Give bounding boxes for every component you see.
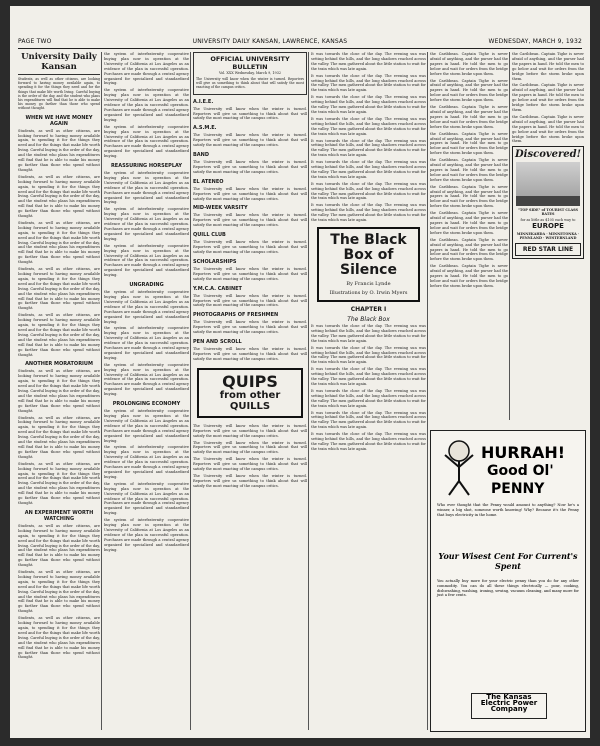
notice-heading: BAND xyxy=(193,152,210,159)
story-text: the Caribbean. Captain Tighe is never afraid of anything, and the purser had the papers in hand. He told the men to go below and wait for orders from the bridge before the storm broke upon them. xyxy=(512,114,584,144)
editorial-text: the system of interfraternity cooperative buying plan now in operation at the University of California at Los Angeles as an evidence of the plan in successful operation. Purchases are made through a central agency organized for specialized and standardized buying. xyxy=(104,171,189,205)
editorial-text: Students, as well as other citizens, are looking forward to having money available again, to spending it for the things they need and for the things that make life worth living. Careful buying is the order of the day, and the student who plans his expenditures will find that he is able to make his money go farther than those who spend without thought. xyxy=(18,369,100,413)
story-author: By Francis Lynde xyxy=(346,281,391,287)
column-rule xyxy=(308,52,309,730)
newspaper-page xyxy=(10,6,590,738)
editorial-text: Students, as well as other citizens, are looking forward to having money available again, to spending it for the things they need and for the things that make life worth living. Careful buying is the order of the day, and the student who plans his expenditures will find that he is able to make his money go farther than those who spend without thought. xyxy=(18,174,100,219)
notice-heading: PEN AND SCROLL xyxy=(193,339,242,346)
editorial-text: Students, as well as other citizens, are looking forward to having money available again, to spending it for the things they need and for the things that make life worth living. Careful buying is the order of the day, and the student who plans his expenditures will find that he is able to make his money go farther than those who spend without thought. xyxy=(18,616,100,660)
notice-text: The University will know when the winter is turned. Reporters will give us something to think about that will satisfy the most exacting of the campus critics. xyxy=(193,347,307,361)
story-text: It was towards the close of the day. The evening sun was setting behind the hills, and the long shadows reached across the valley. The men gathered about the little station to wait for the train which was late again. xyxy=(311,324,426,343)
editorial-text: the system of interfraternity cooperative buying plan now in operation at the University of California at Los Angeles as an evidence of the plan in successful operation. Purchases are made through a central agency organized for specialized and standardized buying. xyxy=(104,362,189,397)
notice-text: The University will know when the winter is turned. Reporters will give us something to think about that will satisfy the most exacting of the campus critics. xyxy=(193,213,307,228)
editorial-text: the system of interfraternity cooperative buying plan now in operation at the University of California at Los Angeles as an evidence of the plan in successful operation. Purchases are made through a central agency organized for specialized and standardized buying. xyxy=(104,88,189,122)
quips-text: The University will know when the winter is turned. Reporters will give us something to think about that will satisfy the most exacting of the campus critics. xyxy=(193,457,307,472)
story-illustrator: Illustrations by O. Irwin Myers xyxy=(329,290,408,296)
editorial-text: Students, as well as other citizens, are looking forward to having money available again, to spending it for the things they need and for the things that make life worth living. Careful buying is the order of the day, and the student who plans his expenditures will find that he is able to make his money go farther than those who spend without thought. xyxy=(18,523,100,568)
bulletin-volume: Vol. XXX Wednesday, March 9, 1932 xyxy=(218,71,282,75)
editorial-heading: PROLONGING ECONOMY xyxy=(112,401,181,408)
editorial-text: Students, as well as other citizens, are looking forward to having money available again, to spending it for the things they need and for the things that make life worth living. Careful buying is the order of the day, and the student who plans his expenditures will find that he is able to make his money go farther than those who spend without thought. xyxy=(18,313,100,357)
editorial-text: the system of interfraternity cooperative buying plan now in operation at the University of California at Los Angeles as an evidence of the plan in successful operation. Purchases are made through a central agency organized for specialized and standardized buying. xyxy=(104,445,189,479)
story-text: the Caribbean. Captain Tighe is never afraid of anything, and the purser had the papers in hand. He told the men to go below and wait for orders from the bridge before the storm broke upon them. xyxy=(430,131,508,156)
story-text: the Caribbean. Captain Tighe is never afraid of anything, and the purser had the papers in hand. He told the men to go below and wait for orders from the bridge before the storm broke upon them. xyxy=(430,105,508,129)
penny-figure-icon xyxy=(439,437,479,497)
story-text: the Caribbean. Captain Tighe is never afraid of anything, and the purser had the papers in hand. He told the men to go below and wait for orders from the bridge before the storm broke upon them. xyxy=(430,78,508,103)
masthead-details: Students, as well as other citizens, are looking forward to having money available again, to spending it for the things they need and for the things that make life worth living. Careful buying is the order of the day, and the student who plans his expenditures will find that he is able to make his money go farther than those who spend without thought. xyxy=(18,77,100,111)
column-rule xyxy=(190,52,191,730)
page-header xyxy=(18,38,582,49)
sponsor-name: RED STAR LINE xyxy=(522,246,574,254)
editorial-text: the system of interfraternity cooperative buying plan now in operation at the University of California at Los Angeles as an evidence of the plan in successful operation. Purchases are made through a central agency organized for specialized and standardized buying. xyxy=(104,326,189,360)
editorial-text: the system of interfraternity cooperative buying plan now in operation at the University of California at Los Angeles as an evidence of the plan in successful operation. Purchases are made through a central agency organized for specialized and standardized buying. xyxy=(104,243,189,278)
editorial-text: Students, as well as other citizens, are looking forward to having money available again, to spending it for the things they need and for the things that make life worth living. Careful buying is the order of the day, and the student who plans his expenditures will find that he is able to make his money go farther than those who spend without thought. xyxy=(18,128,100,172)
ad-slogan: Your Wisest Cent For Current's Spent xyxy=(438,551,578,571)
notice-heading: PHOTOGRAPHS OF FRESHMEN xyxy=(193,312,279,319)
story-text: It was towards the close of the day. The evening sun was setting behind the hills, and the long shadows reached across the valley. The men gathered about the little station to wait for the train which was late again. xyxy=(311,367,426,386)
story-text: It was towards the close of the day. The evening sun was setting behind the hills, and the long shadows reached across the valley. The men gathered about the little station to wait for the train which was late again. xyxy=(311,432,426,451)
story-text: It was towards the close of the day. The evening sun was setting behind the hills, and the long shadows reached across the valley. The men gathered about the little station to wait for the train which was late again. xyxy=(311,203,426,223)
ad-destination: EUROPE xyxy=(532,222,564,231)
notice-heading: MID-WEEK VARSITY xyxy=(193,205,248,212)
story-text: the Caribbean. Captain Tighe is never afraid of anything, and the purser had the papers in hand. He told the men to go below and wait for orders from the bridge before the storm broke upon them. xyxy=(430,52,508,76)
quips-box xyxy=(197,368,303,418)
notice-text: The University will know when the winter is turned. Reporters will give us something to think about that will satisfy the most exacting of the campus critics. xyxy=(193,293,307,308)
editorial-text: Students, as well as other citizens, are looking forward to having money available again, to spending it for the things they need and for the things that make life worth living. Careful buying is the order of the day, and the student who plans his expenditures will find that he is able to make his money go farther than those who spend without thought. xyxy=(18,570,100,614)
column-rule xyxy=(427,52,428,730)
ad-column xyxy=(512,52,584,420)
story-text: the Caribbean. Captain Tighe is never afraid of anything, and the purser had the papers in hand. He told the men to go below and wait for orders from the bridge before the storm broke upon them. xyxy=(430,211,508,235)
story-text: the Caribbean. Captain Tighe is never afraid of anything, and the purser had the papers in hand. He told the men to go below and wait for orders from the bridge before the storm broke upon them. xyxy=(430,158,508,182)
quips-text: The University will know when the winter is turned. Reporters will give us something to think about that will satisfy the most exacting of the campus critics. xyxy=(193,473,307,488)
editorial-text: the system of interfraternity cooperative buying plan now in operation at the University of California at Los Angeles as an evidence of the plan in successful operation. Purchases are made through a central agency organized for specialized and standardized buying. xyxy=(104,518,189,552)
editorial-column xyxy=(18,52,100,730)
ad-headline-3: PENNY xyxy=(491,481,545,497)
editorial-heading: AN EXPERIMENT WORTH WATCHING xyxy=(24,509,94,522)
editorial-heading: REASSURING HORSEPLAY xyxy=(110,163,183,170)
quips-title: QUIPS xyxy=(222,371,278,391)
story-text: the Caribbean. Captain Tighe is never afraid of anything, and the purser had the papers in hand. He told the men to go below and wait for orders from the bridge before the storm broke upon them. xyxy=(430,237,508,262)
notice-text: The University will know when the winter is turned. Reporters will give us something to think about that will satisfy the most exacting of the campus critics. xyxy=(193,186,307,201)
story-text: It was towards the close of the day. The evening sun was setting behind the hills, and the long shadows reached across the valley. The men gathered about the little station to wait for the train which was late again. xyxy=(311,181,426,201)
ad-headline-1: HURRAH! xyxy=(481,443,566,462)
story-text: the Caribbean. Captain Tighe is never afraid of anything, and the purser had the papers in hand. He told the men to go below and wait for orders from the bridge before the storm broke upon them. xyxy=(512,52,584,81)
notice-heading: SCHOLARSHIPS xyxy=(193,258,237,265)
chapter-number: CHAPTER I xyxy=(350,306,387,313)
notice-heading: A.S.M.E. xyxy=(193,125,217,132)
official-bulletin xyxy=(193,52,307,95)
story-text: It was towards the close of the day. The evening sun was setting behind the hills, and the long shadows reached across the valley. The men gathered about the little station to wait for the train which was late again. xyxy=(311,95,426,114)
issue-date: WEDNESDAY, MARCH 9, 1932 xyxy=(488,38,582,45)
power-company-logo xyxy=(471,693,547,719)
story-text: It was towards the close of the day. The evening sun was setting behind the hills, and the long shadows reached across the valley. The men gathered about the little station to wait for the train which was late again. xyxy=(311,73,426,93)
ad-ship-names: MINNEKAHDA · MINNETONKA · PENNLAND · WESTERNLAND xyxy=(516,232,580,241)
ad-headline-2: Good Ol' xyxy=(487,463,554,479)
notice-text: The University will know when the winter is turned. Reporters will give us something to think about that will satisfy the most exacting of the campus critics. xyxy=(193,266,307,281)
notice-text: The University will know when the winter is turned. Reporters will give us something to think about that will satisfy the most exacting of the campus critics. xyxy=(193,106,307,121)
electric-penny-ad xyxy=(430,430,586,732)
editorial-heading: ANOTHER MORATORIUM xyxy=(25,361,93,368)
chapter-title: The Black Box xyxy=(347,316,390,323)
notice-heading: EL ATENEO xyxy=(193,178,224,185)
story-text: the Caribbean. Captain Tighe is never afraid of anything, and the purser had the papers in hand. He told the men to go below and wait for orders from the bridge before the storm broke upon them. xyxy=(430,264,508,288)
editorial-text: Students, as well as other citizens, are looking forward to having money available again, to spending it for the things they need and for the things that make life worth living. Careful buying is the order of the day, and the student who plans his expenditures will find that he is able to make his money go farther than those who spend without thought. xyxy=(18,461,100,505)
page-number: PAGE TWO xyxy=(18,38,52,45)
editorial-text: Students, as well as other citizens, are looking forward to having money available again, to spending it for the things they need and for the things that make life worth living. Careful buying is the order of the day, and the student who plans his expenditures will find that he is able to make his money go farther than those who spend without thought. xyxy=(18,267,100,311)
newspaper-title: UNIVERSITY DAILY KANSAN, LAWRENCE, KANSAS xyxy=(192,38,348,45)
ad-body: Who ever thought that the Penny would amount to anything? Now he's a winner, a big shot, someone worth knowing! Why? Because it's the Penny that buys electricity in the home. xyxy=(437,503,579,517)
column-rule xyxy=(101,52,102,730)
story-text: the Caribbean. Captain Tighe is never afraid of anything, and the purser had the papers in hand. He told the men to go below and wait for orders from the bridge before the storm broke upon them. xyxy=(512,83,584,112)
editorial-text: the system of interfraternity cooperative buying plan now in operation at the University of California at Los Angeles as an evidence of the plan in successful operation. Purchases are made through a central agency organized for specialized and standardized buying. xyxy=(104,290,189,324)
story-text: It was towards the close of the day. The evening sun was setting behind the hills, and the long shadows reached across the valley. The men gathered about the little station to wait for the train which was late again. xyxy=(311,388,426,408)
story-title-box xyxy=(317,227,420,302)
editorial-text: the system of interfraternity cooperative buying plan now in operation at the University of California at Los Angeles as an evidence of the plan in successful operation. Purchases are made through a central agency organized for specialized and standardized buying. xyxy=(104,124,189,159)
company-name: The Kansas Electric Power Company xyxy=(480,693,538,713)
story-text: It was towards the close of the day. The evening sun was setting behind the hills, and the long shadows reached across the valley. The men gathered about the little station to wait for the train which was late again. xyxy=(311,52,426,71)
red-star-line-logo xyxy=(515,243,581,256)
story-text: It was towards the close of the day. The evening sun was setting behind the hills, and the long shadows reached across the valley. The men gathered about the little station to wait for the train which was late again. xyxy=(311,410,426,430)
quips-subtitle: from other QUILLS xyxy=(219,389,281,412)
ad-body-2: You actually buy more for your electric penny than you do for any other commodity. You can do all these things electrically — pour, cooking, dishwashing, washing, ironing, sewing, vacuum cleaning, and many more for just a few cents. xyxy=(437,579,579,598)
editorial-text: Students, as well as other citizens, are looking forward to having money available again, to spending it for the things they need and for the things that make life worth living. Careful buying is the order of the day, and the student who plans his expenditures will find that he is able to make his money go farther than those who spend without thought. xyxy=(18,220,100,265)
story-continued-column xyxy=(430,52,508,420)
notice-heading: Y.M.C.A. CABINET xyxy=(193,285,242,292)
ad-price-line: for as little as $105 each way to xyxy=(520,218,576,223)
story-text: It was towards the close of the day. The evening sun was setting behind the hills, and the long shadows reached across the valley. The men gathered about the little station to wait for the train which was late again. xyxy=(311,160,426,179)
notice-text: The University will know when the winter is turned. Reporters will give us something to think about that will satisfy the most exacting of the campus critics. xyxy=(193,320,307,335)
editorial-column-2 xyxy=(104,52,189,730)
quips-text: The University will know when the winter is turned. Reporters will give us something to think about that will satisfy the most exacting of the campus critics. xyxy=(193,423,307,438)
notice-heading: A.I.E.E. xyxy=(193,98,214,105)
masthead: University Daily Kansan xyxy=(18,52,100,75)
editorial-text: the system of interfraternity cooperative buying plan now in operation at the University of California at Los Angeles as an evidence of the plan in successful operation. Purchases are made through a central agency organized for specialized and standardized buying. xyxy=(104,207,189,241)
editorial-heading: UNGRADING xyxy=(129,282,164,289)
editorial-text: the system of interfraternity cooperative buying plan now in operation at the University of California at Los Angeles as an evidence of the plan in successful operation. Purchases are made through a central agency organized for specialized and standardized buying. xyxy=(104,481,189,516)
notice-text: The University will know when the winter is turned. Reporters will give us something to think about that will satisfy the most exacting of the campus critics. xyxy=(193,133,307,148)
editorial-heading: WHEN WE HAVE MONEY AGAIN xyxy=(25,114,93,127)
quips-text: The University will know when the winter is turned. Reporters will give us something to think about that will satisfy the most exacting of the campus critics. xyxy=(193,440,307,455)
notice-heading: QUILL CLUB xyxy=(193,232,226,239)
story-text: It was towards the close of the day. The evening sun was setting behind the hills, and the long shadows reached across the valley. The men gathered about the little station to wait for the train which was late again. xyxy=(311,345,426,365)
bulletin-intro: The University will know when the winter is turned. Reporters will give us something to think about that will satisfy the most exacting of the campus critics. xyxy=(196,77,304,90)
editorial-text: the system of interfraternity cooperative buying plan now in operation at the University of California at Los Angeles as an evidence of the plan in successful operation. Purchases are made through a central agency organized for specialized and standardized buying. xyxy=(104,409,189,443)
ad-rate-line: "TOP SIDE" of TOURIST CLASS RATES xyxy=(518,208,578,217)
bulletin-column xyxy=(193,52,307,730)
europe-travel-ad xyxy=(512,146,584,259)
notice-text: The University will know when the winter is turned. Reporters will give us something to think about that will satisfy the most exacting of the campus critics. xyxy=(193,160,307,174)
bulletin-title: OFFICIAL UNIVERSITY BULLETIN xyxy=(210,55,290,71)
story-text: the Caribbean. Captain Tighe is never afraid of anything, and the purser had the papers in hand. He told the men to go below and wait for orders from the bridge before the storm broke upon them. xyxy=(430,184,508,209)
editorial-text: Students, as well as other citizens, are looking forward to having money available again, to spending it for the things they need and for the things that make life worth living. Careful buying is the order of the day, and the student who plans his expenditures will find that he is able to make his money go farther than those who spend without thought. xyxy=(18,415,100,459)
ship-illustration xyxy=(516,162,580,206)
story-text: It was towards the close of the day. The evening sun was setting behind the hills, and the long shadows reached across the valley. The men gathered about the little station to wait for the train which was late again. xyxy=(311,116,426,136)
story-text: It was towards the close of the day. The evening sun was setting behind the hills, and the long shadows reached across the valley. The men gathered about the little station to wait for the train which was late again. xyxy=(311,138,426,158)
column-rule xyxy=(509,52,510,420)
editorial-text: the system of interfraternity cooperative buying plan now in operation at the University of California at Los Angeles as an evidence of the plan in successful operation. Purchases are made through a central agency organized for specialized and standardized buying. xyxy=(104,52,189,86)
serial-story-column xyxy=(311,52,426,730)
ad-headline: Discovered! xyxy=(515,149,582,161)
notice-text: The University will know when the winter is turned. Reporters will give us something to think about that will satisfy the most exacting of the campus critics. xyxy=(193,240,307,255)
story-title: The Black Box of Silence xyxy=(330,232,407,278)
